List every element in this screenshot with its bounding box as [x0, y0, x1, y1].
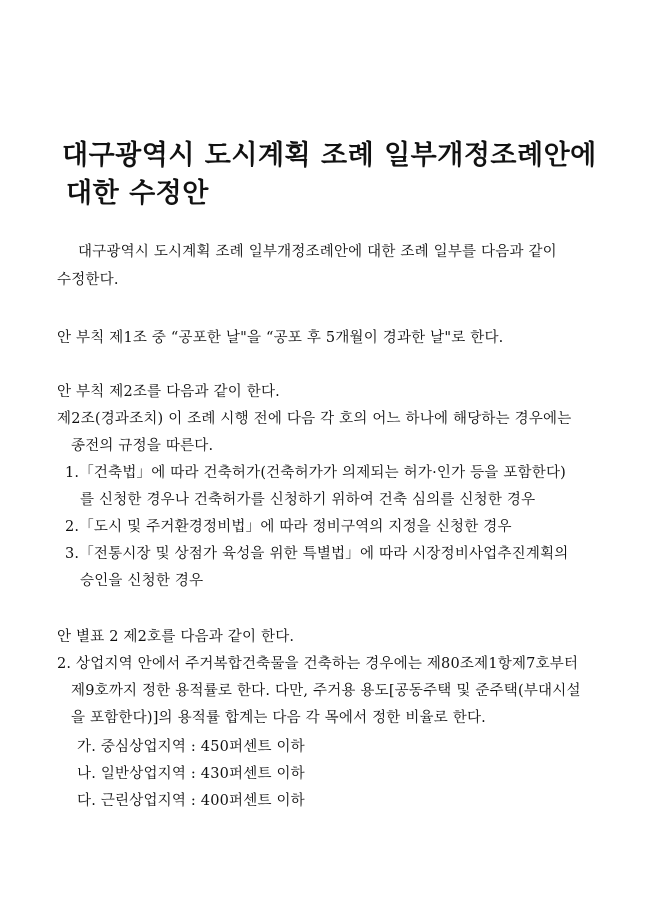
list-item-3-line-1: 3.「전통시장 및 상점가 육성을 위한 특별법」에 따라 시장정비사업추진계획의 [65, 546, 569, 562]
amendment-1: 안 부칙 제1조 중 “공포한 날"을 “공포 후 5개월이 경과한 날"로 한다. [57, 330, 504, 346]
list-item-1-line-1: 1.「건축법」에 따라 건축허가(건축허가가 의제되는 허가·인가 등을 포함한다) [65, 465, 567, 481]
list-item-2: 2.「도시 및 주거환경정비법」에 따라 정비구역의 지정을 신청한 경우 [65, 519, 512, 535]
article-2-line-2: 종전의 규정을 따른다. [71, 438, 214, 454]
table-item-2-line-1: 2. 상업지역 안에서 주거복합건축물을 건축하는 경우에는 제80조제1항제7호부터 [57, 656, 579, 672]
article-2-line-1: 제2조(경과조치) 이 조례 시행 전에 다음 각 호의 어느 하나에 해당하는 경우에는 [57, 411, 572, 427]
sub-item-da: 다. 근린상업지역 : 400퍼센트 이하 [77, 793, 305, 809]
table-item-2-line-2: 제9호까지 정한 용적률로 한다. 다만, 주거용 용도[공동주택 및 준주택(부대시설 [71, 683, 581, 699]
title-line-2: 대한 수정안 [66, 178, 209, 209]
list-item-3-line-2: 승인을 신청한 경우 [80, 573, 204, 589]
amendment-3-intro: 안 별표 2 제2호를 다음과 같이 한다. [57, 629, 295, 645]
intro-line-2: 수정한다. [57, 272, 119, 288]
sub-item-na: 나. 일반상업지역 : 430퍼센트 이하 [77, 766, 305, 782]
list-item-1-line-2: 를 신청한 경우나 건축허가를 신청하기 위하여 건축 심의를 신청한 경우 [80, 492, 536, 508]
intro-line-1: 대구광역시 도시계획 조례 일부개정조례안에 대한 조례 일부를 다음과 같이 [78, 244, 557, 260]
sub-item-ga: 가. 중심상업지역 : 450퍼센트 이하 [77, 739, 305, 755]
document-title [62, 137, 622, 213]
title-line-1: 대구광역시 도시계획 조례 일부개정조례안에 [62, 140, 597, 171]
amendment-2-intro: 안 부칙 제2조를 다음과 같이 한다. [57, 384, 280, 400]
table-item-2-line-3: 을 포함한다)]의 용적률 합계는 다음 각 목에서 정한 비율로 한다. [71, 710, 486, 726]
